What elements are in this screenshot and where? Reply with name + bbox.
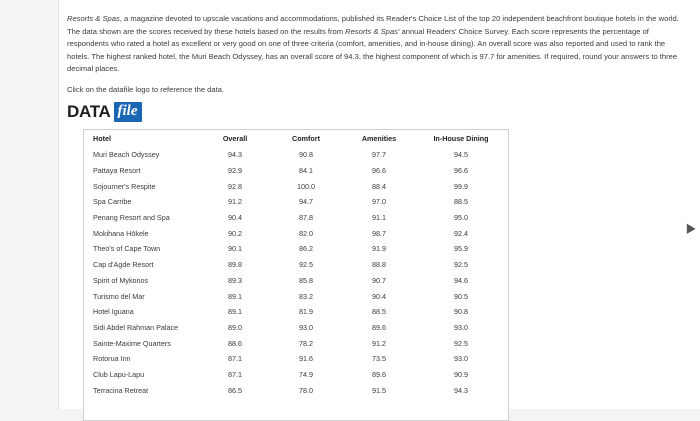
cell-overall: 92.9 (228, 166, 242, 176)
cell-comfort: 93.0 (299, 322, 313, 332)
cell-overall: 92.8 (228, 181, 242, 191)
cell-overall: 89.3 (228, 275, 242, 285)
cell-hotel: Rotorua Inn (93, 354, 131, 364)
cell-comfort: 87.8 (299, 213, 313, 223)
table-row (84, 382, 507, 398)
cell-amenities: 91.9 (372, 244, 386, 254)
cell-amenities: 91.1 (372, 213, 386, 223)
cell-hotel: Terracina Retreat (93, 385, 149, 395)
cell-overall: 87.1 (228, 369, 242, 379)
header-comfort: Comfort (292, 134, 320, 143)
cell-amenities: 73.5 (372, 354, 386, 364)
cell-amenities: 88.8 (372, 260, 386, 270)
statement-part-2: annual Readers' Choice Survey. Each score represents the percentage of respondents who rated a hotel as excellent or very good on one of three criteria (comfort, amenities, and in-house dining). An overall score was also reported and used to rank the hotels. The highest ranked hotel, the Muri Beach Odyssey, has an overall score of 94.3, the highest component of which is 97.7 for amenities. If required, round your answers to three decimal places. (67, 26, 678, 74)
cell-amenities: 97.0 (372, 197, 386, 207)
table-row (84, 194, 507, 210)
cell-comfort: 83.2 (299, 291, 313, 301)
cell-dining: 93.0 (454, 354, 468, 364)
cell-dining: 92.5 (454, 260, 468, 270)
cell-hotel: Theo's of Cape Town (93, 244, 161, 254)
cell-dining: 96.6 (454, 166, 468, 176)
cell-hotel: Cap d'Agde Resort (93, 260, 154, 270)
cell-comfort: 94.7 (299, 197, 313, 207)
cell-dining: 94.6 (454, 275, 468, 285)
cell-overall: 88.6 (228, 338, 242, 348)
magazine-name: Resorts & Spas (67, 14, 120, 23)
cell-dining: 99.9 (454, 181, 468, 191)
table-row (84, 273, 507, 289)
cell-overall: 89.8 (228, 260, 242, 270)
cell-comfort: 74.9 (299, 369, 313, 379)
cell-hotel: Pattaya Resort (93, 166, 141, 176)
cell-hotel: Spirit of Mykonos (93, 275, 149, 285)
table-row (84, 210, 507, 226)
cell-overall: 87.1 (228, 354, 242, 364)
cell-amenities: 97.7 (372, 150, 386, 160)
table-row (84, 335, 507, 351)
cell-dining: 94.3 (454, 385, 468, 395)
cell-comfort: 81.9 (299, 307, 313, 317)
table-row (84, 163, 507, 179)
cell-hotel: Hotel Iguana (93, 307, 134, 317)
cell-comfort: 82.0 (299, 228, 313, 238)
table-row (84, 225, 507, 241)
table-row (84, 320, 507, 336)
header-overall: Overall (222, 134, 248, 143)
table-header-row (84, 130, 507, 147)
cell-hotel: Muri Beach Odyssey (93, 150, 160, 160)
statement-part-1: , a magazine devoted to upscale vacations and accommodations, published its Reader's Choice List of the top 20 independent beachfront boutique hotels in the world. The data shown are the scores received by these hotels based on the results from (67, 14, 679, 36)
cell-hotel: Spa Carribe (93, 197, 132, 207)
cell-amenities: 91.2 (372, 338, 386, 348)
hotel-scores-table-panel (83, 129, 509, 421)
table-row (84, 304, 507, 320)
cell-amenities: 88.4 (372, 181, 386, 191)
datafile-logo-button[interactable] (67, 101, 142, 123)
cell-overall: 89.1 (228, 307, 242, 317)
cell-comfort: 78.2 (299, 338, 313, 348)
cell-comfort: 84.1 (299, 166, 313, 176)
cell-dining: 93.0 (454, 322, 468, 332)
table-row (84, 257, 507, 273)
cell-dining: 88.5 (454, 197, 468, 207)
datafile-logo-file-text: file (114, 102, 142, 122)
problem-statement (67, 13, 687, 76)
cell-hotel: Sidi Abdel Rahman Palace (93, 322, 179, 332)
cell-overall: 90.1 (228, 244, 242, 254)
cell-amenities: 96.6 (372, 166, 386, 176)
table-row (84, 288, 507, 304)
cell-hotel: Penang Resort and Spa (93, 213, 170, 223)
cell-hotel: Turismo del Mar (93, 291, 145, 301)
table-row (84, 147, 507, 163)
cell-hotel: Sojourner's Respite (93, 181, 156, 191)
cell-amenities: 91.5 (372, 385, 386, 395)
header-amenities: Amenities (361, 134, 397, 143)
cell-amenities: 89.6 (372, 322, 386, 332)
table-row (84, 178, 507, 194)
header-in-house-dining: In-House Dining (433, 134, 489, 143)
cell-dining: 94.5 (454, 150, 468, 160)
hotel-scores-table (84, 130, 507, 398)
question-page (58, 0, 700, 409)
cell-overall: 90.2 (228, 228, 242, 238)
cell-overall: 94.3 (228, 150, 242, 160)
cell-overall: 89.0 (228, 322, 242, 332)
cell-dining: 95.0 (454, 213, 468, 223)
cell-dining: 92.5 (454, 338, 468, 348)
cell-dining: 95.9 (454, 244, 468, 254)
table-row (84, 241, 507, 257)
cell-comfort: 91.6 (299, 354, 313, 364)
cell-amenities: 88.5 (372, 307, 386, 317)
table-row (84, 367, 507, 383)
cell-hotel: Club Lapu-Lapu (93, 369, 145, 379)
cell-amenities: 98.7 (372, 228, 386, 238)
cell-amenities: 90.7 (372, 275, 386, 285)
cell-dining: 92.4 (454, 228, 468, 238)
header-hotel: Hotel (93, 134, 111, 143)
cell-hotel: Sainte-Maxime Quarters (93, 338, 171, 348)
cell-overall: 91.2 (228, 197, 242, 207)
cell-dining: 90.9 (454, 369, 468, 379)
datafile-logo-data-text: DATA (67, 102, 111, 121)
cell-comfort: 92.5 (299, 260, 313, 270)
cell-dining: 90.5 (454, 291, 468, 301)
cell-hotel: Mokihana Hōkele (93, 228, 149, 238)
cell-overall: 89.1 (228, 291, 242, 301)
click-instruction: Click on the datafile logo to reference the data. (67, 85, 225, 94)
cell-comfort: 100.0 (297, 181, 315, 191)
cell-comfort: 90.8 (299, 150, 313, 160)
cell-dining: 90.8 (454, 307, 468, 317)
cell-amenities: 89.6 (372, 369, 386, 379)
cell-overall: 90.4 (228, 213, 242, 223)
cell-overall: 86.5 (228, 385, 242, 395)
survey-name: Resorts & Spas' (345, 26, 400, 36)
cell-comfort: 86.2 (299, 244, 313, 254)
table-row (84, 351, 507, 367)
cell-amenities: 90.4 (372, 291, 386, 301)
cell-comfort: 78.0 (299, 385, 313, 395)
cell-comfort: 85.8 (299, 275, 313, 285)
